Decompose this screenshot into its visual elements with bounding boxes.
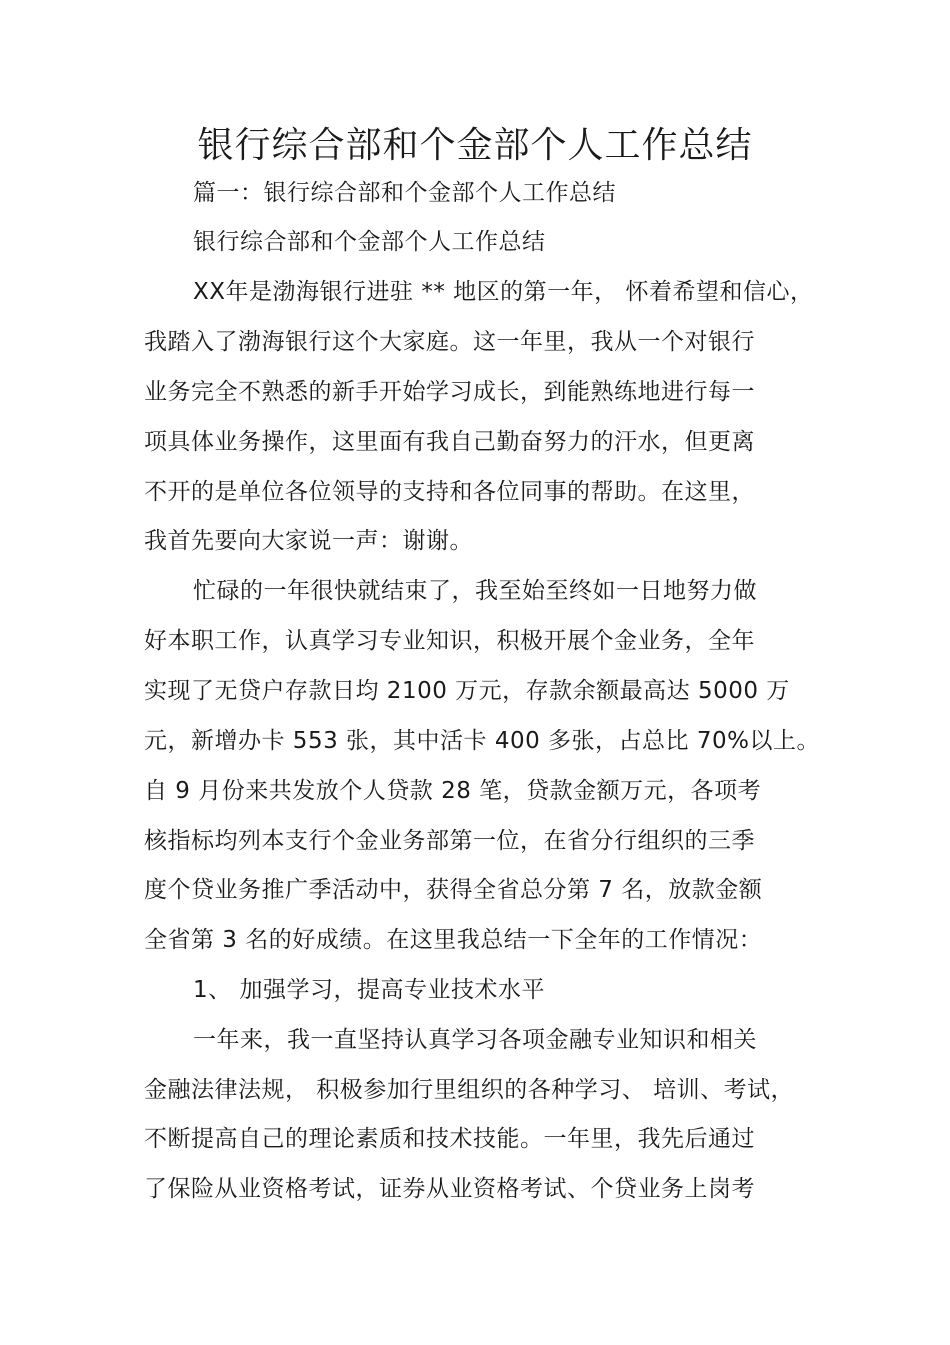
paragraph-line: 不开的是单位各位领导的支持和各位同事的帮助。在这里， [144, 479, 755, 505]
document-title: 银行综合部和个金部个人工作总结 [197, 125, 753, 166]
paragraph-line: 业务完全不熟悉的新手开始学习成长，到能熟练地进行每一 [144, 379, 755, 405]
paragraph-line: XX年是渤海银行进驻 ** 地区的第一年， 怀着希望和信心， [193, 279, 814, 305]
paragraph-line: 实现了无贷户存款日均 2100 万元，存款余额最高达 5000 万 [144, 678, 790, 704]
paragraph-line: 金融法律法规， 积极参加行里组织的各种学习、 培训、考试， [144, 1077, 795, 1103]
paragraph-line: 度个贷业务推广季活动中，获得全省总分第 7 名，放款金额 [144, 877, 763, 903]
paragraph-line: 项具体业务操作，这里面有我自己勤奋努力的汗水，但更离 [144, 429, 755, 455]
paragraph-line: 全省第 3 名的好成绩。在这里我总结一下全年的工作情况： [144, 927, 763, 953]
paragraph-line: 忙碌的一年很快就结束了，我至始至终如一日地努力做 [193, 578, 757, 604]
paragraph-line: 我首先要向大家说一声：谢谢。 [144, 528, 473, 554]
paragraph-line: 不断提高自己的理论素质和技术技能。一年里，我先后通过 [144, 1126, 755, 1152]
paragraph-line: 我踏入了渤海银行这个大家庭。这一年里，我从一个对银行 [144, 329, 755, 355]
paragraph-line: 一年来，我一直坚持认真学习各项金融专业知识和相关 [193, 1027, 757, 1053]
subtitle-line: 银行综合部和个金部个人工作总结 [193, 229, 546, 255]
numbered-heading: 1、 加强学习，提高专业技术水平 [193, 977, 545, 1003]
section-heading: 篇一：银行综合部和个金部个人工作总结 [193, 180, 616, 206]
paragraph-line: 自 9 月份来共发放个人贷款 28 笔，贷款金额万元，各项考 [144, 778, 762, 804]
paragraph-line: 元，新增办卡 553 张，其中活卡 400 多张，占总比 70%以上。 [144, 728, 820, 754]
paragraph-line: 了保险从业资格考试，证券从业资格考试、个贷业务上岗考 [144, 1176, 755, 1202]
paragraph-line: 好本职工作，认真学习专业知识，积极开展个金业务，全年 [144, 628, 755, 654]
paragraph-line: 核指标均列本支行个金业务部第一位，在省分行组织的三季 [144, 828, 755, 854]
